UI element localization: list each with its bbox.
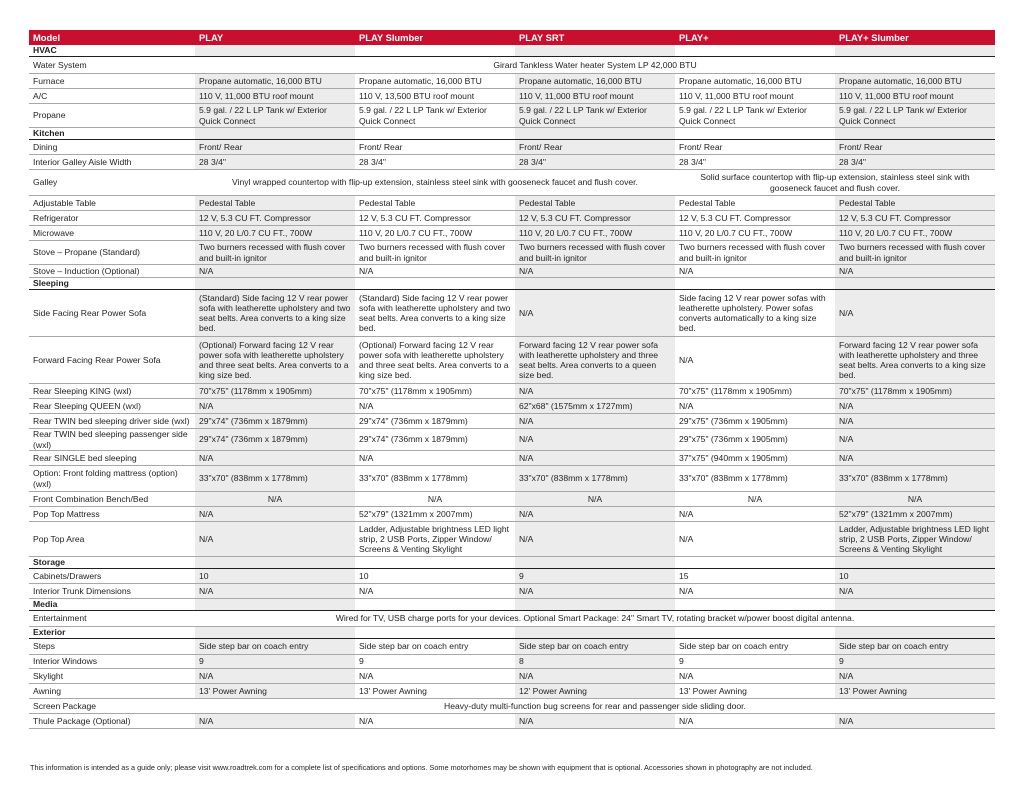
spec-body bbox=[29, 45, 995, 729]
spec-value: Side step bar on coach entry bbox=[675, 639, 835, 655]
section-spacer bbox=[355, 45, 515, 57]
spec-label: Forward Facing Rear Power Sofa bbox=[29, 337, 195, 384]
section-title: Exterior bbox=[29, 627, 195, 639]
section-spacer bbox=[835, 278, 995, 290]
spec-table bbox=[29, 30, 995, 729]
spec-value-all-models: Wired for TV, USB charge ports for your devices. Optional Smart Package: 24" Smart TV, rotating bracket w/power boost digital antenna. bbox=[195, 611, 995, 627]
spec-row-screen-package bbox=[29, 699, 995, 714]
spec-value: 12 V, 5.3 CU FT. Compressor bbox=[675, 211, 835, 226]
section-spacer bbox=[515, 128, 675, 140]
spec-value: 9 bbox=[675, 655, 835, 669]
spec-value: Side step bar on coach entry bbox=[195, 639, 355, 655]
spec-value: 5.9 gal. / 22 L LP Tank w/ Exterior Quick Connect bbox=[675, 104, 835, 128]
spec-value: Pedestal Table bbox=[835, 196, 995, 211]
section-spacer bbox=[515, 599, 675, 611]
section-row-hvac bbox=[29, 45, 995, 57]
header-model-play-srt: PLAY SRT bbox=[515, 30, 675, 45]
spec-row-rear-twin-bed-sleeping-driver-side-wxl bbox=[29, 414, 995, 429]
spec-value: 29"x75" (736mm x 1905mm) bbox=[675, 429, 835, 451]
spec-value: Pedestal Table bbox=[515, 196, 675, 211]
spec-row-water-system bbox=[29, 57, 995, 74]
spec-value: 29"x75" (736mm x 1905mm) bbox=[675, 414, 835, 429]
spec-label: Thule Package (Optional) bbox=[29, 714, 195, 729]
spec-label: Rear Sleeping QUEEN (wxl) bbox=[29, 399, 195, 414]
spec-value-play-models: Vinyl wrapped countertop with flip-up extension, stainless steel sink with gooseneck faucet and flush cover. bbox=[195, 170, 675, 196]
spec-value: N/A bbox=[675, 399, 835, 414]
spec-value: N/A bbox=[355, 265, 515, 278]
spec-value: N/A bbox=[675, 337, 835, 384]
spec-value: N/A bbox=[515, 384, 675, 399]
spec-row-furnace bbox=[29, 74, 995, 89]
spec-label: Water System bbox=[29, 57, 195, 74]
spec-value: N/A bbox=[675, 492, 835, 507]
spec-value: 110 V, 20 L/0.7 CU FT., 700W bbox=[195, 226, 355, 241]
spec-value: 13' Power Awning bbox=[195, 684, 355, 699]
spec-value: 29"x74" (736mm x 1879mm) bbox=[195, 429, 355, 451]
spec-value: 33"x70" (838mm x 1778mm) bbox=[515, 466, 675, 492]
spec-value: 13' Power Awning bbox=[675, 684, 835, 699]
section-spacer bbox=[355, 128, 515, 140]
spec-label: Galley bbox=[29, 170, 195, 196]
spec-value: 70"x75" (1178mm x 1905mm) bbox=[195, 384, 355, 399]
spec-label: Rear SINGLE bed sleeping bbox=[29, 451, 195, 466]
spec-value: 110 V, 20 L/0.7 CU FT., 700W bbox=[515, 226, 675, 241]
section-spacer bbox=[835, 599, 995, 611]
spec-value: Pedestal Table bbox=[355, 196, 515, 211]
spec-label: Rear Sleeping KING (wxl) bbox=[29, 384, 195, 399]
spec-row-galley bbox=[29, 170, 995, 196]
spec-row-interior-trunk-dimensions bbox=[29, 584, 995, 599]
spec-value: 37"x75" (940mm x 1905mm) bbox=[675, 451, 835, 466]
spec-value: N/A bbox=[675, 507, 835, 522]
header-model-play: PLAY bbox=[195, 30, 355, 45]
spec-value: 110 V, 13,500 BTU roof mount bbox=[355, 89, 515, 104]
spec-value: N/A bbox=[515, 290, 675, 337]
spec-value: 70"x75" (1178mm x 1905mm) bbox=[835, 384, 995, 399]
spec-row-front-combination-bench-bed bbox=[29, 492, 995, 507]
spec-value: N/A bbox=[515, 414, 675, 429]
spec-value: N/A bbox=[195, 714, 355, 729]
header-model-play-plus: PLAY+ bbox=[675, 30, 835, 45]
spec-row-pop-top-mattress bbox=[29, 507, 995, 522]
spec-value: N/A bbox=[355, 669, 515, 684]
spec-value: N/A bbox=[675, 522, 835, 557]
spec-value: Propane automatic, 16,000 BTU bbox=[195, 74, 355, 89]
spec-value: N/A bbox=[675, 584, 835, 599]
spec-value: N/A bbox=[355, 714, 515, 729]
spec-row-interior-windows bbox=[29, 655, 995, 669]
footnote: This information is intended as a guide only; please visit www.roadtrek.com for a complete list of specifications and options. Some motorhomes may be shown with equipment that is optional. Accessories shown in photography are not included. bbox=[30, 763, 813, 772]
section-spacer bbox=[195, 599, 355, 611]
section-spacer bbox=[515, 557, 675, 569]
spec-value: 9 bbox=[835, 655, 995, 669]
spec-value: Front/ Rear bbox=[835, 140, 995, 155]
spec-row-cabinets-drawers bbox=[29, 569, 995, 584]
spec-value: 33"x70" (838mm x 1778mm) bbox=[195, 466, 355, 492]
spec-value: (Standard) Side facing 12 V rear power sofa with leatherette upholstery and two seat belts. Area converts to a king size bed. bbox=[195, 290, 355, 337]
spec-row-rear-sleeping-queen-wxl bbox=[29, 399, 995, 414]
spec-value-all-models: Heavy-duty multi-function bug screens for rear and passenger side sliding door. bbox=[195, 699, 995, 714]
spec-value: N/A bbox=[195, 584, 355, 599]
section-row-storage bbox=[29, 557, 995, 569]
spec-value: N/A bbox=[515, 451, 675, 466]
spec-row-rear-single-bed-sleeping bbox=[29, 451, 995, 466]
spec-value: N/A bbox=[515, 669, 675, 684]
spec-value: N/A bbox=[515, 714, 675, 729]
section-spacer bbox=[515, 278, 675, 290]
spec-value: N/A bbox=[835, 414, 995, 429]
spec-value: N/A bbox=[195, 507, 355, 522]
spec-label: Entertainment bbox=[29, 611, 195, 627]
spec-value: Propane automatic, 16,000 BTU bbox=[515, 74, 675, 89]
section-row-exterior bbox=[29, 627, 995, 639]
spec-label: Pop Top Area bbox=[29, 522, 195, 557]
spec-value: Front/ Rear bbox=[195, 140, 355, 155]
spec-value: 110 V, 20 L/0.7 CU FT., 700W bbox=[355, 226, 515, 241]
spec-value: N/A bbox=[515, 584, 675, 599]
spec-value: Front/ Rear bbox=[515, 140, 675, 155]
header-row bbox=[29, 30, 995, 45]
spec-row-steps bbox=[29, 639, 995, 655]
spec-value: 110 V, 11,000 BTU roof mount bbox=[835, 89, 995, 104]
header-model-label: Model bbox=[29, 30, 195, 45]
spec-value: Two burners recessed with flush cover and built-in ignitor bbox=[675, 241, 835, 265]
section-spacer bbox=[355, 627, 515, 639]
spec-value: N/A bbox=[835, 290, 995, 337]
section-row-kitchen bbox=[29, 128, 995, 140]
spec-value: 8 bbox=[515, 655, 675, 669]
spec-row-thule-package-optional bbox=[29, 714, 995, 729]
spec-value: (Standard) Side facing 12 V rear power sofa with leatherette upholstery and two seat belts. Area converts to a king size bed. bbox=[355, 290, 515, 337]
section-spacer bbox=[675, 557, 835, 569]
spec-value: N/A bbox=[515, 522, 675, 557]
section-spacer bbox=[355, 599, 515, 611]
spec-value: Ladder, Adjustable brightness LED light strip, 2 USB Ports, Zipper Window/ Screens & Venting Skylight bbox=[355, 522, 515, 557]
spec-value: Ladder, Adjustable brightness LED light strip, 2 USB Ports, Zipper Window/ Screens & Venting Skylight bbox=[835, 522, 995, 557]
section-title: Sleeping bbox=[29, 278, 195, 290]
spec-value: N/A bbox=[515, 429, 675, 451]
spec-value: 12 V, 5.3 CU FT. Compressor bbox=[355, 211, 515, 226]
spec-label: A/C bbox=[29, 89, 195, 104]
spec-value: N/A bbox=[835, 429, 995, 451]
spec-label: Steps bbox=[29, 639, 195, 655]
spec-value: N/A bbox=[355, 492, 515, 507]
spec-value: 28 3/4" bbox=[355, 155, 515, 170]
spec-value: Two burners recessed with flush cover and built-in ignitor bbox=[355, 241, 515, 265]
section-spacer bbox=[195, 627, 355, 639]
spec-value: 10 bbox=[355, 569, 515, 584]
spec-label: Rear TWIN bed sleeping passenger side (wxl) bbox=[29, 429, 195, 451]
spec-value: Forward facing 12 V rear power sofa with leatherette upholstery and three seat belts. Area converts to a king size bed. bbox=[835, 337, 995, 384]
spec-value: N/A bbox=[195, 451, 355, 466]
spec-label: Screen Package bbox=[29, 699, 195, 714]
spec-value: N/A bbox=[355, 584, 515, 599]
spec-value: 9 bbox=[355, 655, 515, 669]
spec-value: 12 V, 5.3 CU FT. Compressor bbox=[515, 211, 675, 226]
spec-row-option-front-folding-mattress-option-wxl bbox=[29, 466, 995, 492]
spec-value: 110 V, 20 L/0.7 CU FT., 700W bbox=[675, 226, 835, 241]
spec-value: N/A bbox=[835, 265, 995, 278]
spec-row-microwave bbox=[29, 226, 995, 241]
spec-value: 52"x79" (1321mm x 2007mm) bbox=[835, 507, 995, 522]
spec-label: Side Facing Rear Power Sofa bbox=[29, 290, 195, 337]
spec-value: 28 3/4" bbox=[195, 155, 355, 170]
spec-value: 10 bbox=[835, 569, 995, 584]
section-spacer bbox=[195, 557, 355, 569]
section-spacer bbox=[675, 128, 835, 140]
spec-value: Side facing 12 V rear power sofas with leatherette upholstery. Power sofas converts automatically to a king size bed. bbox=[675, 290, 835, 337]
spec-value: 5.9 gal. / 22 L LP Tank w/ Exterior Quick Connect bbox=[355, 104, 515, 128]
spec-value: Pedestal Table bbox=[195, 196, 355, 211]
spec-row-rear-sleeping-king-wxl bbox=[29, 384, 995, 399]
spec-row-interior-galley-aisle-width bbox=[29, 155, 995, 170]
spec-value: N/A bbox=[835, 714, 995, 729]
spec-value: 110 V, 11,000 BTU roof mount bbox=[515, 89, 675, 104]
spec-value: N/A bbox=[515, 265, 675, 278]
section-title: Kitchen bbox=[29, 128, 195, 140]
spec-value: 5.9 gal. / 22 L LP Tank w/ Exterior Quick Connect bbox=[195, 104, 355, 128]
spec-value: Forward facing 12 V rear power sofa with leatherette upholstery and three seat belts. Area converts to a queen size bed. bbox=[515, 337, 675, 384]
spec-label: Pop Top Mattress bbox=[29, 507, 195, 522]
spec-value: Front/ Rear bbox=[675, 140, 835, 155]
spec-row-entertainment bbox=[29, 611, 995, 627]
spec-value: N/A bbox=[195, 492, 355, 507]
section-spacer bbox=[515, 45, 675, 57]
spec-value: Side step bar on coach entry bbox=[515, 639, 675, 655]
spec-row-a-c bbox=[29, 89, 995, 104]
spec-row-refrigerator bbox=[29, 211, 995, 226]
spec-value: 12 V, 5.3 CU FT. Compressor bbox=[195, 211, 355, 226]
spec-value: N/A bbox=[195, 522, 355, 557]
spec-value: Propane automatic, 16,000 BTU bbox=[355, 74, 515, 89]
spec-row-adjustable-table bbox=[29, 196, 995, 211]
spec-row-propane bbox=[29, 104, 995, 128]
spec-value: Side step bar on coach entry bbox=[355, 639, 515, 655]
section-spacer bbox=[835, 45, 995, 57]
section-spacer bbox=[195, 128, 355, 140]
section-spacer bbox=[355, 278, 515, 290]
spec-value: 5.9 gal. / 22 L LP Tank w/ Exterior Quick Connect bbox=[835, 104, 995, 128]
spec-label: Front Combination Bench/Bed bbox=[29, 492, 195, 507]
spec-value: N/A bbox=[515, 507, 675, 522]
section-spacer bbox=[195, 278, 355, 290]
spec-value: 33"x70" (838mm x 1778mm) bbox=[675, 466, 835, 492]
spec-value: 28 3/4" bbox=[515, 155, 675, 170]
header-model-play-slumber: PLAY Slumber bbox=[355, 30, 515, 45]
spec-value: 70"x75" (1178mm x 1905mm) bbox=[355, 384, 515, 399]
spec-row-stove-propane-standard bbox=[29, 241, 995, 265]
spec-label: Awning bbox=[29, 684, 195, 699]
spec-value: Two burners recessed with flush cover and built-in ignitor bbox=[195, 241, 355, 265]
spec-value: N/A bbox=[835, 451, 995, 466]
spec-value: N/A bbox=[195, 669, 355, 684]
spec-row-skylight bbox=[29, 669, 995, 684]
spec-label: Microwave bbox=[29, 226, 195, 241]
section-title: Storage bbox=[29, 557, 195, 569]
spec-value: 33"x70" (838mm x 1778mm) bbox=[835, 466, 995, 492]
spec-label: Stove – Induction (Optional) bbox=[29, 265, 195, 278]
section-spacer bbox=[835, 627, 995, 639]
spec-value: N/A bbox=[835, 399, 995, 414]
spec-value: Side step bar on coach entry bbox=[835, 639, 995, 655]
spec-label: Skylight bbox=[29, 669, 195, 684]
spec-value: 29"x74" (736mm x 1879mm) bbox=[355, 414, 515, 429]
spec-label: Rear TWIN bed sleeping driver side (wxl) bbox=[29, 414, 195, 429]
spec-value-play-plus-models: Solid surface countertop with flip-up extension, stainless steel sink with gooseneck faucet and flush cover. bbox=[675, 170, 995, 196]
section-spacer bbox=[675, 45, 835, 57]
spec-value: 33"x70" (838mm x 1778mm) bbox=[355, 466, 515, 492]
spec-row-dining bbox=[29, 140, 995, 155]
spec-value: Front/ Rear bbox=[355, 140, 515, 155]
section-spacer bbox=[195, 45, 355, 57]
spec-value: 12 V, 5.3 CU FT. Compressor bbox=[835, 211, 995, 226]
section-spacer bbox=[835, 128, 995, 140]
spec-value: N/A bbox=[675, 714, 835, 729]
spec-row-pop-top-area bbox=[29, 522, 995, 557]
spec-value: N/A bbox=[195, 265, 355, 278]
spec-label: Refrigerator bbox=[29, 211, 195, 226]
spec-row-stove-induction-optional bbox=[29, 265, 995, 278]
spec-value: (Optional) Forward facing 12 V rear power sofa with leatherette upholstery and three seat belts. Area converts to a king size bed. bbox=[195, 337, 355, 384]
spec-value: 28 3/4" bbox=[675, 155, 835, 170]
spec-row-awning bbox=[29, 684, 995, 699]
spec-value: N/A bbox=[675, 265, 835, 278]
spec-value: 52"x79" (1321mm x 2007mm) bbox=[355, 507, 515, 522]
spec-row-forward-facing-rear-power-sofa bbox=[29, 337, 995, 384]
spec-value: N/A bbox=[355, 399, 515, 414]
spec-value: 29"x74" (736mm x 1879mm) bbox=[355, 429, 515, 451]
section-spacer bbox=[515, 627, 675, 639]
spec-value: 15 bbox=[675, 569, 835, 584]
spec-label: Cabinets/Drawers bbox=[29, 569, 195, 584]
section-spacer bbox=[355, 557, 515, 569]
spec-value: N/A bbox=[835, 584, 995, 599]
spec-value: 12' Power Awning bbox=[515, 684, 675, 699]
spec-value: Propane automatic, 16,000 BTU bbox=[835, 74, 995, 89]
spec-value: 10 bbox=[195, 569, 355, 584]
section-spacer bbox=[675, 599, 835, 611]
section-row-sleeping bbox=[29, 278, 995, 290]
spec-label: Propane bbox=[29, 104, 195, 128]
header-model-play-plus-slumber: PLAY+ Slumber bbox=[835, 30, 995, 45]
section-spacer bbox=[675, 278, 835, 290]
spec-label: Adjustable Table bbox=[29, 196, 195, 211]
spec-value: N/A bbox=[835, 492, 995, 507]
spec-label: Interior Windows bbox=[29, 655, 195, 669]
spec-value: (Optional) Forward facing 12 V rear power sofa with leatherette upholstery and three seat belts. Area converts to a king size bed. bbox=[355, 337, 515, 384]
spec-value-all-models: Girard Tankless Water heater System LP 42,000 BTU bbox=[195, 57, 995, 74]
spec-value: Two burners recessed with flush cover and built-in ignitor bbox=[835, 241, 995, 265]
spec-value: 13' Power Awning bbox=[835, 684, 995, 699]
spec-value: 110 V, 11,000 BTU roof mount bbox=[675, 89, 835, 104]
spec-label: Furnace bbox=[29, 74, 195, 89]
spec-value: Two burners recessed with flush cover and built-in ignitor bbox=[515, 241, 675, 265]
spec-value: 110 V, 11,000 BTU roof mount bbox=[195, 89, 355, 104]
section-spacer bbox=[835, 557, 995, 569]
spec-value: N/A bbox=[835, 669, 995, 684]
spec-label: Option: Front folding mattress (option) (wxl) bbox=[29, 466, 195, 492]
spec-value: 28 3/4" bbox=[835, 155, 995, 170]
spec-value: 110 V, 20 L/0.7 CU FT., 700W bbox=[835, 226, 995, 241]
spec-row-rear-twin-bed-sleeping-passenger-side-wxl bbox=[29, 429, 995, 451]
spec-row-side-facing-rear-power-sofa bbox=[29, 290, 995, 337]
spec-value: 5.9 gal. / 22 L LP Tank w/ Exterior Quick Connect bbox=[515, 104, 675, 128]
spec-value: 70"x75" (1178mm x 1905mm) bbox=[675, 384, 835, 399]
spec-value: N/A bbox=[355, 451, 515, 466]
spec-label: Dining bbox=[29, 140, 195, 155]
section-title: Media bbox=[29, 599, 195, 611]
spec-value: 62"x68" (1575mm x 1727mm) bbox=[515, 399, 675, 414]
spec-label: Stove – Propane (Standard) bbox=[29, 241, 195, 265]
section-spacer bbox=[675, 627, 835, 639]
spec-value: 29"x74" (736mm x 1879mm) bbox=[195, 414, 355, 429]
spec-value: Propane automatic, 16,000 BTU bbox=[675, 74, 835, 89]
spec-value: 9 bbox=[195, 655, 355, 669]
spec-label: Interior Galley Aisle Width bbox=[29, 155, 195, 170]
spec-value: Pedestal Table bbox=[675, 196, 835, 211]
spec-value: N/A bbox=[515, 492, 675, 507]
spec-label: Interior Trunk Dimensions bbox=[29, 584, 195, 599]
section-title: HVAC bbox=[29, 45, 195, 57]
spec-value: N/A bbox=[675, 669, 835, 684]
section-row-media bbox=[29, 599, 995, 611]
spec-value: N/A bbox=[195, 399, 355, 414]
spec-value: 13' Power Awning bbox=[355, 684, 515, 699]
spec-value: 9 bbox=[515, 569, 675, 584]
